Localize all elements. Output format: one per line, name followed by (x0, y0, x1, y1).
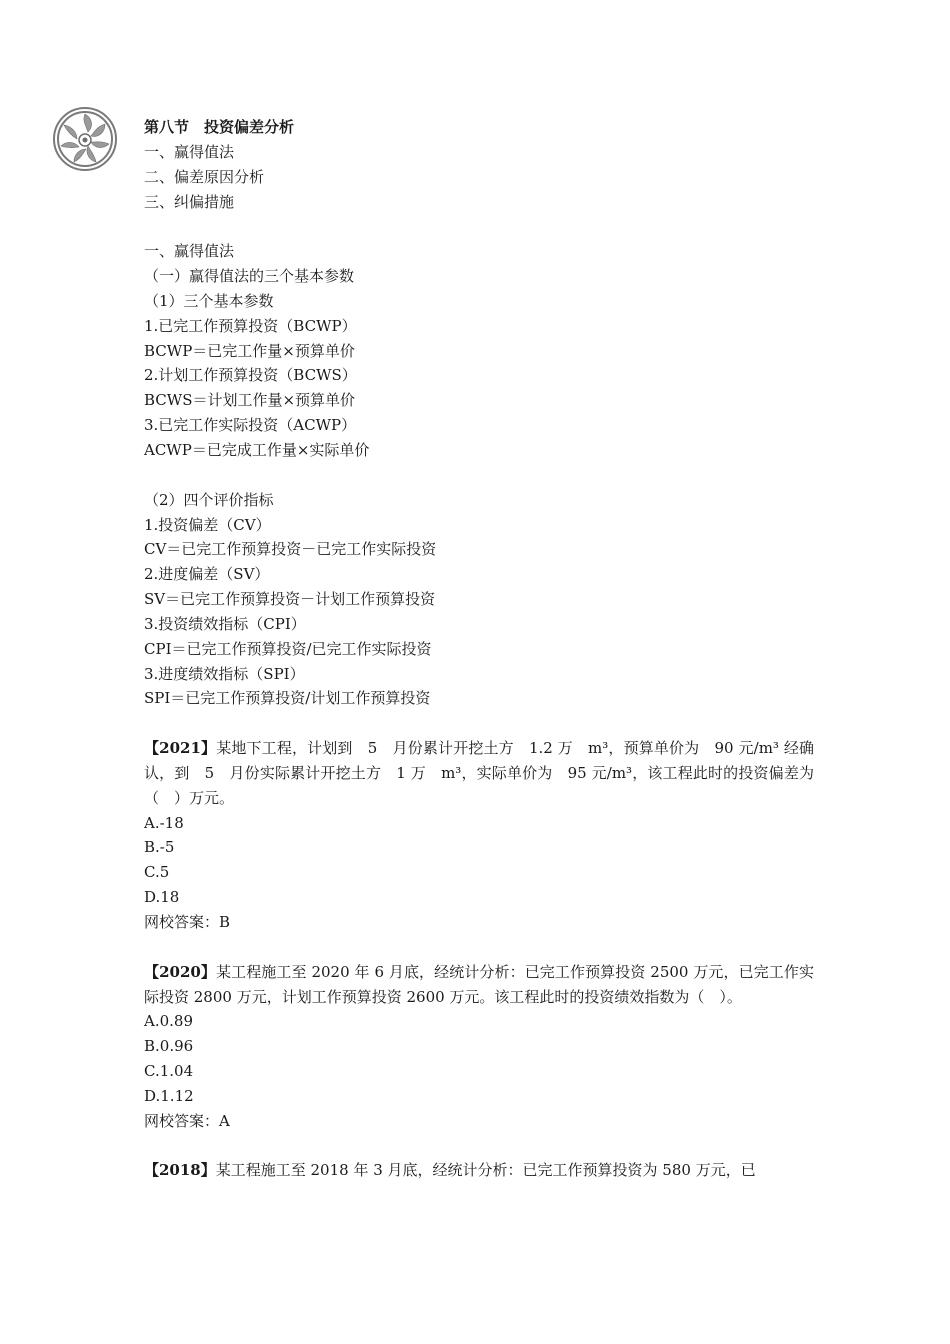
outline-item: 一、赢得值法 (144, 142, 235, 161)
param-line: 3.已完工作实际投资（ACWP） (144, 416, 357, 435)
index-line: 1.投资偏差（CV） (144, 515, 271, 534)
outline-item: 三、纠偏措施 (144, 192, 235, 211)
param-line: ACWP＝已完成工作量×实际单价 (144, 440, 370, 459)
index-line: 3.进度绩效指标（SPI） (144, 664, 305, 683)
spacer (144, 214, 814, 239)
index-line: 2.进度偏差（SV） (144, 565, 270, 584)
question-year: 【2020】 (144, 962, 217, 981)
option-a: A.-18 (144, 813, 184, 832)
param-line: 1.已完工作预算投资（BCWP） (144, 316, 357, 335)
index-line: SPI＝已完工作预算投资/计划工作预算投资 (144, 689, 431, 708)
param-line: 2.计划工作预算投资（BCWS） (144, 366, 357, 385)
logo-emblem-icon (52, 106, 118, 172)
heading-earned-value: 一、赢得值法 (144, 242, 235, 261)
spacer (144, 1134, 814, 1159)
answer-line: 网校答案：A (144, 1111, 230, 1130)
option-d: D.1.12 (144, 1086, 194, 1105)
spacer (144, 711, 814, 736)
option-b: B.0.96 (144, 1037, 194, 1056)
option-c: C.1.04 (144, 1062, 194, 1081)
option-c: C.5 (144, 863, 170, 882)
question-text: 某工程施工至 2020 年 6 月底，经统计分析：已完工作预算投资 2500 万元，已完工作实际投资 2800 万元，计划工作预算投资 2600 万元。该工程此时的投资绩效指数为（ ）。 (144, 962, 814, 1006)
subheading-basic-params: （1）三个基本参数 (144, 291, 274, 310)
index-line: CPI＝已完工作预算投资/已完工作实际投资 (144, 639, 432, 658)
subheading-parameters: （一）赢得值法的三个基本参数 (144, 267, 355, 286)
param-line: BCWS＝计划工作量×预算单价 (144, 391, 356, 410)
question-year: 【2021】 (144, 739, 217, 758)
question-year: 【2018】 (144, 1161, 216, 1180)
index-line: 3.投资绩效指标（CPI） (144, 614, 306, 633)
section-title: 第八节 投资偏差分析 (144, 118, 295, 136)
spacer (144, 463, 814, 488)
question-2021-stem (144, 736, 814, 811)
question-text: 某地下工程，计划到 5 月份累计开挖土方 1.2 万 m³，预算单价为 90 元/m³ 经确认，到 5 月份实际累计开挖土方 1 万 m³，实际单价为 95 元/m³，该工程此时的投资偏差为（ ）万元。 (144, 739, 815, 807)
outline-item: 二、偏差原因分析 (144, 167, 265, 186)
document-body (144, 115, 814, 1183)
question-text: 某工程施工至 2018 年 3 月底，经统计分析：已完工作预算投资为 580 万元，已 (215, 1161, 756, 1180)
option-d: D.18 (144, 888, 180, 907)
param-line: BCWP＝已完工作量×预算单价 (144, 341, 355, 360)
option-a: A.0.89 (144, 1012, 193, 1031)
index-line: CV＝已完工作预算投资－已完工作实际投资 (144, 540, 437, 559)
subheading-indices: （2）四个评价指标 (144, 490, 274, 509)
index-line: SV＝已完工作预算投资－计划工作预算投资 (144, 590, 436, 609)
spacer (144, 935, 814, 960)
option-b: B.-5 (144, 838, 175, 857)
question-2018-stem (144, 1158, 814, 1183)
question-2020-stem (144, 960, 814, 1010)
answer-line: 网校答案：B (144, 913, 231, 931)
